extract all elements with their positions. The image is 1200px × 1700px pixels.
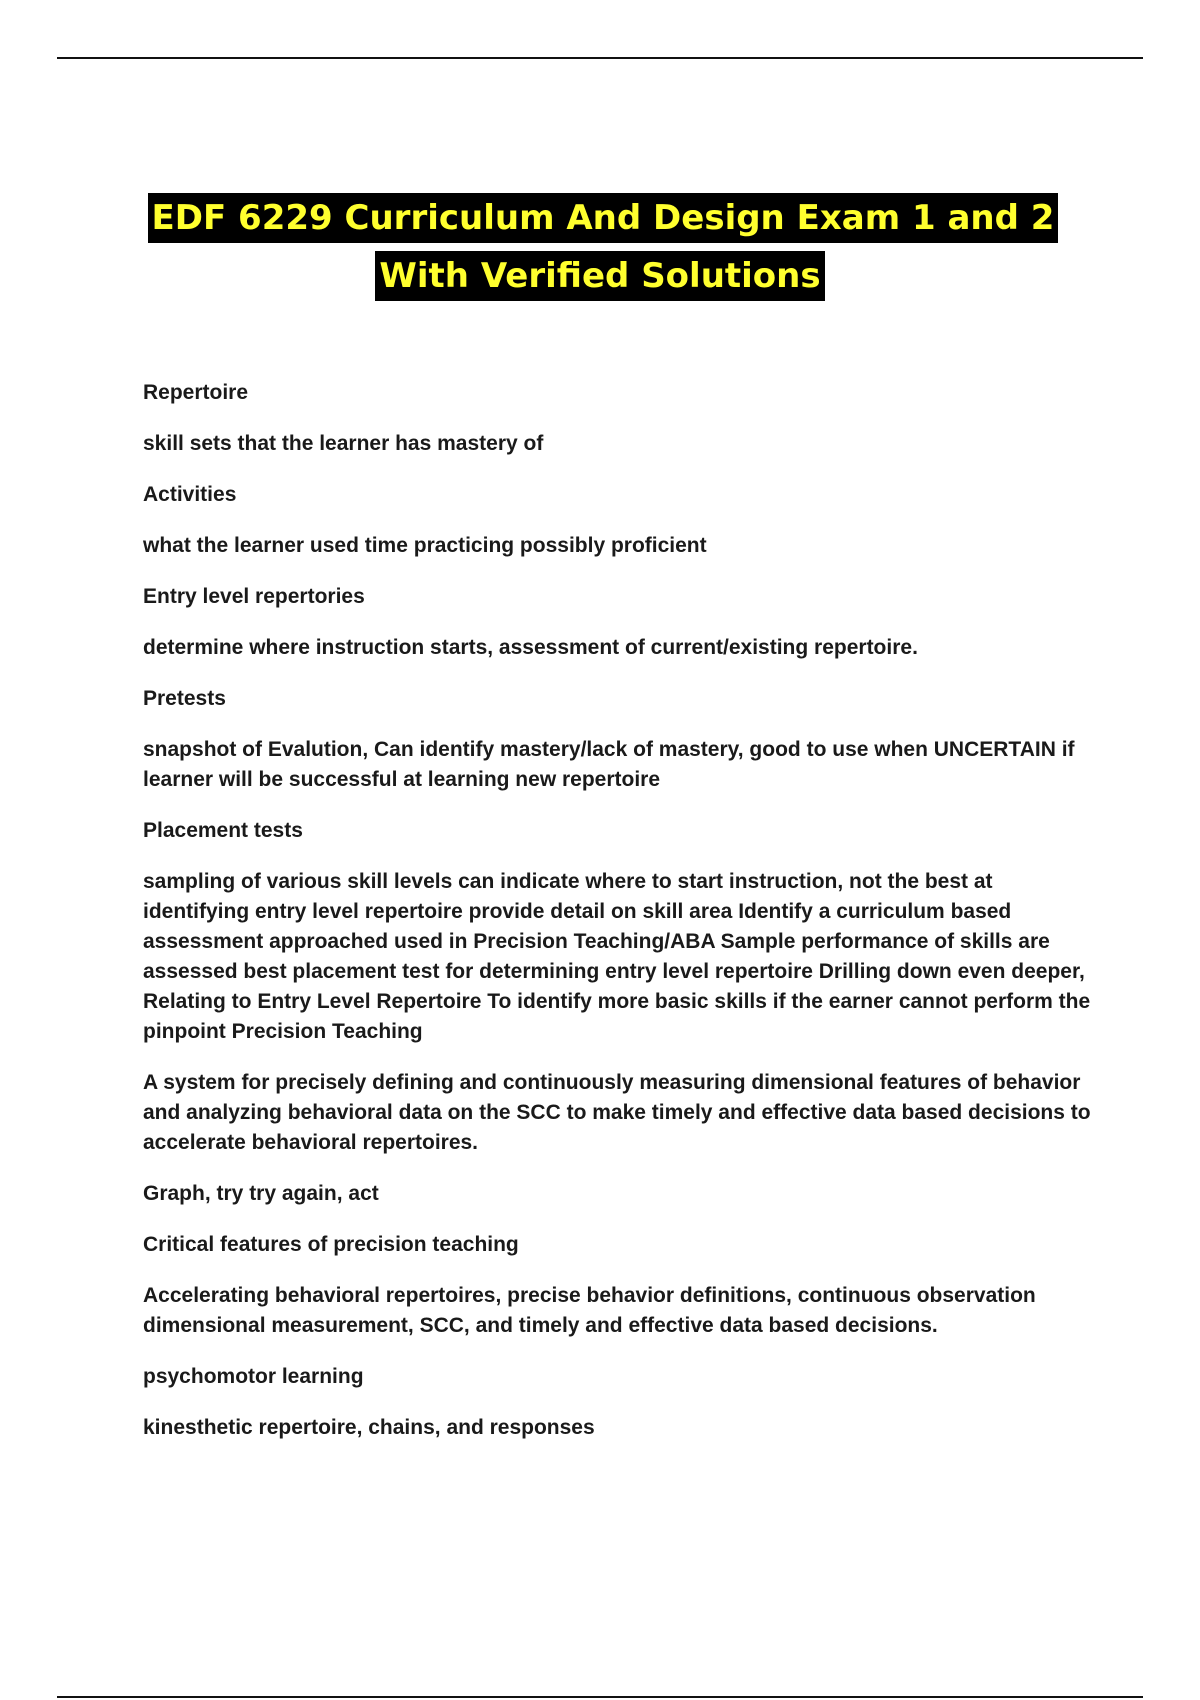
document-title [0,193,1200,301]
term: psychomotor learning [143,1365,364,1388]
title-line-1: EDF 6229 Curriculum And Design Exam 1 and 2 [148,193,1059,243]
definition: snapshot of Evalution, Can identify mastery/lack of mastery, good to use when UNCERTAIN if learner will be successful at learning new repertoire [143,738,1075,791]
term: Critical features of precision teaching [143,1233,519,1256]
definition: determine where instruction starts, assessment of current/existing repertoire. [143,636,918,659]
document-body [143,378,1093,1464]
term: Entry level repertories [143,585,365,608]
title-line-2: With Verified Solutions [375,251,824,301]
definition: A system for precisely defining and continuously measuring dimensional features of behavior and analyzing behavioral data on the SCC to make timely and effective data based decisions to accelerate behavioral repertoires. [143,1071,1091,1154]
definition: kinesthetic repertoire, chains, and responses [143,1416,595,1439]
term: Repertoire [143,381,249,404]
term: Placement tests [143,819,303,842]
definition: what the learner used time practicing possibly proficient [143,534,707,557]
definition: skill sets that the learner has mastery of [143,432,544,455]
bottom-rule [57,1696,1143,1698]
definition: Graph, try try again, act [143,1182,379,1205]
definition: sampling of various skill levels can indicate where to start instruction, not the best at identifying entry level repertoire provide detail on skill area Identify a curriculum based assessment approached used in Precision Teaching/ABA Sample performance of skills are assessed best placement test for determining entry level repertoire Drilling down even deeper, Relating to Entry Level Repertoire To identify more basic skills if the earner cannot perform the pinpoint Precision Teaching [143,870,1091,1043]
top-rule [57,57,1143,59]
definition: Accelerating behavioral repertoires, precise behavior definitions, continuous observation dimensional measurement, SCC, and timely and effective data based decisions. [143,1284,1036,1337]
term: Pretests [143,687,226,710]
term: Activities [143,483,237,506]
